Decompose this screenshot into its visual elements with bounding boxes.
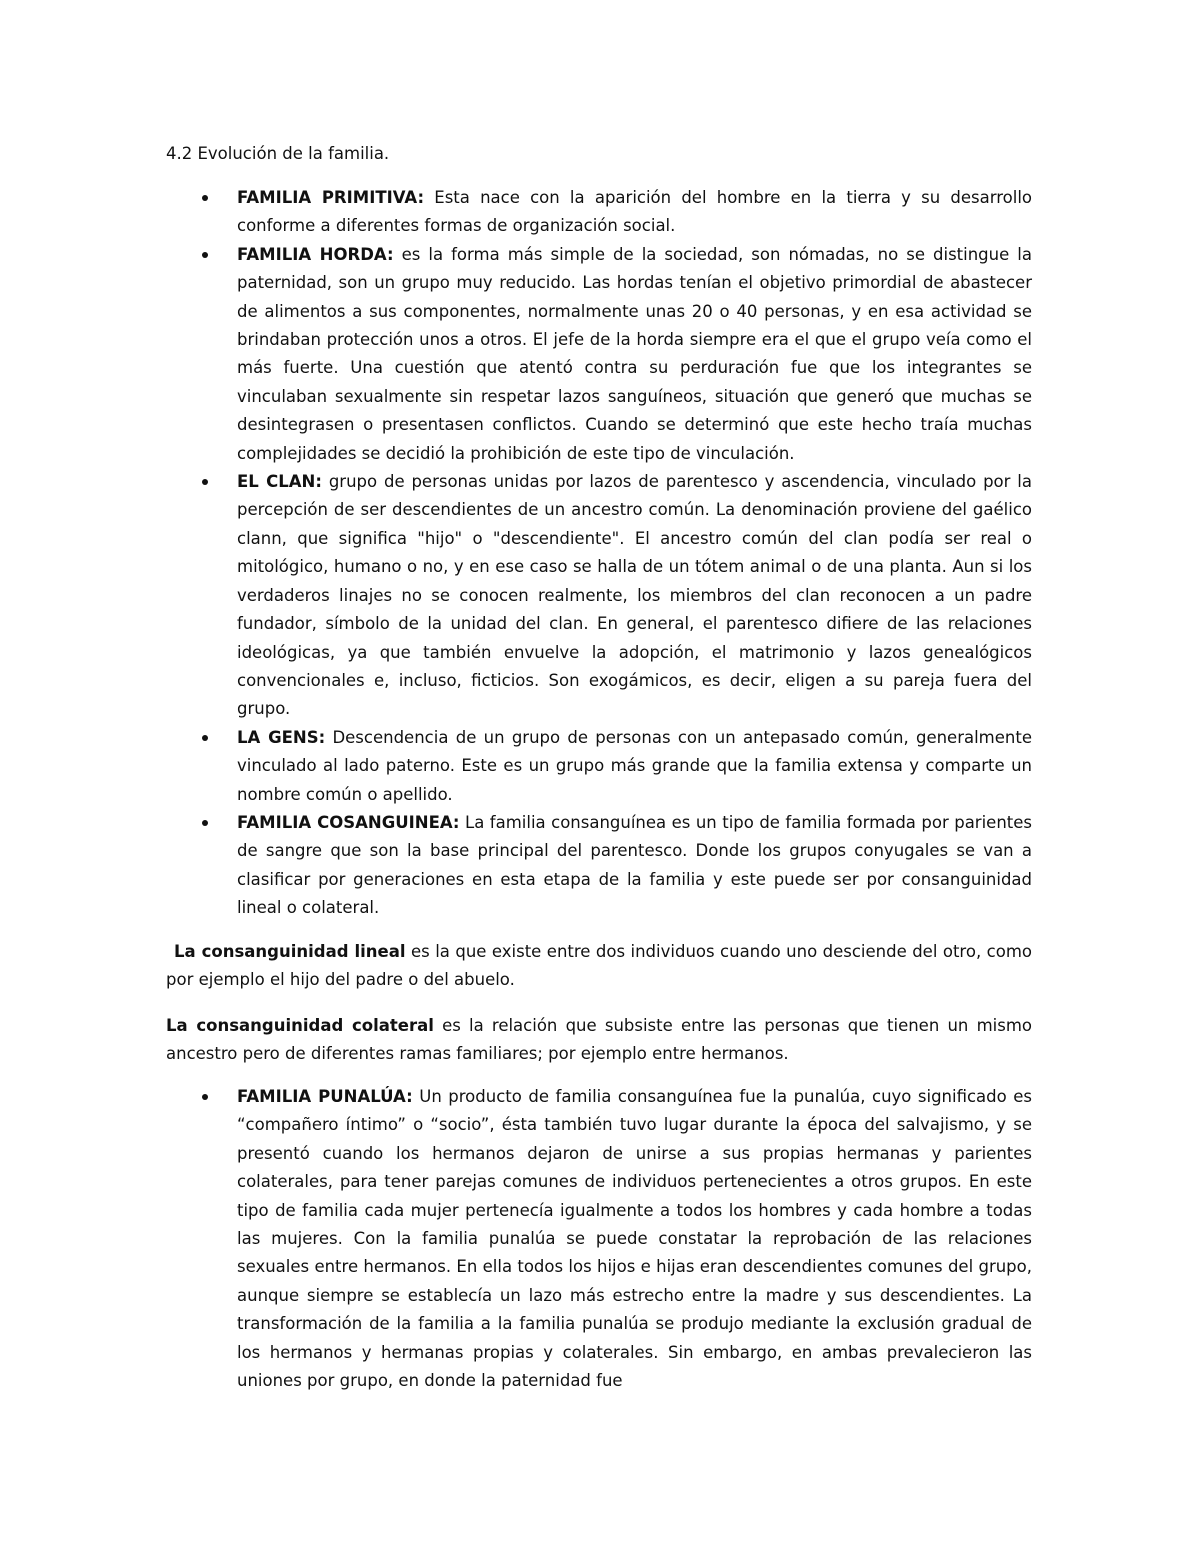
list-item-familia-horda	[166, 241, 1032, 468]
bullet-term: EL CLAN:	[237, 472, 322, 492]
family-types-list	[166, 184, 1032, 923]
bullet-text: es la forma más simple de la sociedad, son nómadas, no se distingue la paternidad, son un grupo muy reducido. Las hordas tenían el objetivo primordial de abastecer de alimentos a sus componentes, normalmente unas 20 o 40 personas, y en esa actividad se brindaban protección unos a otros. El jefe de la horda siempre era el que el grupo veía como el más fuerte. Una cuestión que atentó contra su perduración fue que los integrantes se vinculaban sexualmente sin respetar lazos sanguíneos, situación que generó que muchas se desintegrasen o presentasen conflictos. Cuando se determinó que este hecho traía muchas complejidades se decidió la prohibición de este tipo de vinculación.	[237, 244, 1032, 463]
paragraph-term: La consanguinidad colateral	[166, 1016, 434, 1035]
list-item-familia-cosanguinea	[166, 809, 1032, 923]
paragraph-text: es la que existe entre dos individuos cuando uno desciende del otro, como por ejemplo el hijo del padre o del abuelo.	[166, 942, 1032, 990]
section-heading: 4.2 Evolución de la familia.	[166, 144, 390, 163]
bullet-term: FAMILIA COSANGUINEA:	[237, 812, 460, 832]
bullet-term: FAMILIA PRIMITIVA:	[237, 188, 425, 207]
bullet-term: LA GENS:	[237, 727, 326, 747]
list-item-la-gens	[166, 724, 1032, 809]
bullet-text: Descendencia de un grupo de personas con un antepasado común, generalmente vinculado al lado paterno. Este es un grupo más grande que la familia extensa y comparte un nombre común o apellido.	[237, 727, 1032, 804]
list-item-el-clan	[166, 468, 1032, 724]
bullet-term: FAMILIA HORDA:	[237, 244, 394, 264]
bullet-text: grupo de personas unidas por lazos de parentesco y ascendencia, vinculado por la percepción de ser descendientes de un ancestro común. La denominación proviene del gaélico clann, que significa "hijo" o "descendiente". El ancestro común del clan podía ser real o mitológico, humano o no, y en ese caso se halla de un tótem animal o de una planta. Aun si los verdaderos linajes no se conocen realmente, los miembros del clan reconocen a un padre fundador, símbolo de la unidad del clan. En general, el parentesco difiere de las relaciones ideológicas, ya que también envuelve la adopción, el matrimonio y lazos genealógicos convencionales e, incluso, ficticios. Son exogámicos, es decir, eligen a su pareja fuera del grupo.	[237, 472, 1032, 719]
bullet-term: FAMILIA PUNALÚA:	[237, 1087, 413, 1106]
bullet-text: Esta nace con la aparición del hombre en la tierra y su desarrollo conforme a diferentes formas de organización social.	[237, 188, 1032, 236]
paragraph-consanguinidad-lineal	[166, 938, 1032, 995]
paragraph-consanguinidad-colateral	[166, 1012, 1032, 1069]
family-types-list-continued	[166, 1083, 1032, 1395]
bullet-text: Un producto de familia consanguínea fue la punalúa, cuyo significado es “compañero íntimo” o “socio”, ésta también tuvo lugar durante la época del salvajismo, y se presentó cuando los hermanos dejaron de unirse a sus propias hermanas y parientes colaterales, para tener parejas comunes de individuos pertenecientes a otros grupos. En este tipo de familia cada mujer pertenecía igualmente a todos los hombres y cada hombre a todas las mujeres. Con la familia punalúa se puede constatar la reprobación de las relaciones sexuales entre hermanos. En ella todos los hijos e hijas eran descendientes comunes del grupo, aunque siempre se establecía un lazo más estrecho entre la madre y sus descendientes. La transformación de la familia a la familia punalúa se produjo mediante la exclusión gradual de los hermanos y hermanas propias y colaterales. Sin embargo, en ambas prevalecieron las uniones por grupo, en donde la paternidad fue	[237, 1087, 1033, 1391]
list-item-familia-primitiva	[166, 184, 1032, 241]
paragraph-text: es la relación que subsiste entre las personas que tienen un mismo ancestro pero de diferentes ramas familiares; por ejemplo entre hermanos.	[166, 1016, 1032, 1064]
paragraph-term: La consanguinidad lineal	[174, 942, 406, 961]
bullet-text: La familia consanguínea es un tipo de familia formada por parientes de sangre que son la base principal del parentesco. Donde los grupos conyugales se van a clasificar por generaciones en esta etapa de la familia y este puede ser por consanguinidad lineal o colateral.	[237, 812, 1032, 918]
list-item-familia-punalua	[166, 1083, 1032, 1395]
